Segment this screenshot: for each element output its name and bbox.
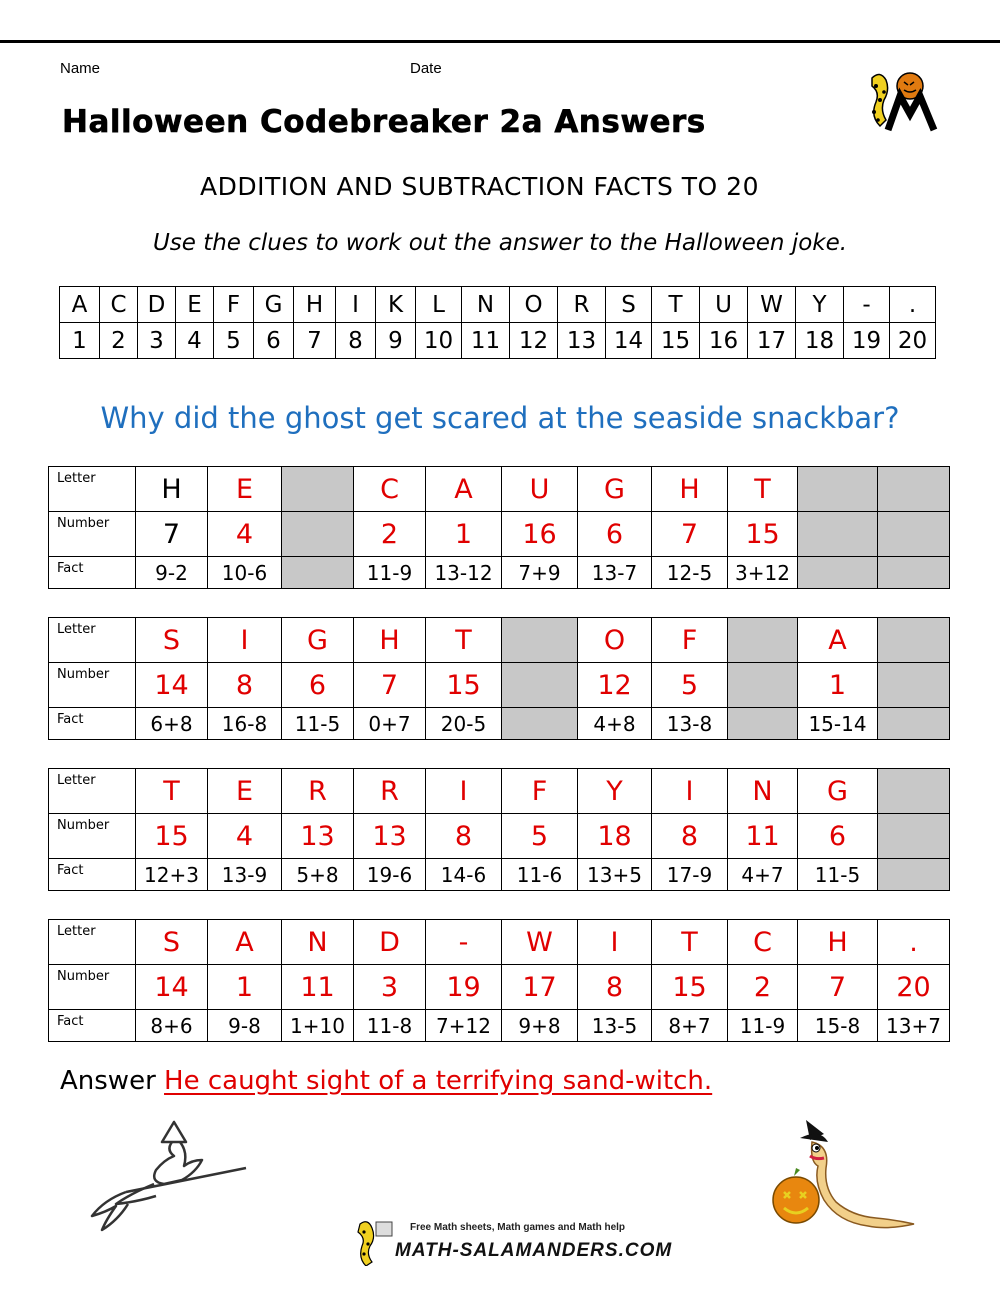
number-cell: 7: [652, 512, 728, 557]
number-cell: 13: [282, 814, 354, 859]
answer-row: [60, 1066, 712, 1096]
key-letter-cell: -: [844, 287, 890, 323]
letter-cell: H: [136, 467, 208, 512]
fact-cell: 13-8: [652, 708, 728, 740]
number-cell: 15: [652, 965, 728, 1010]
row-label-fact: Fact: [49, 1010, 136, 1042]
fact-cell: 16-8: [208, 708, 282, 740]
blank-cell: [878, 708, 950, 740]
blank-cell: [728, 663, 798, 708]
key-letter-cell: O: [510, 287, 558, 323]
blank-cell: [282, 512, 354, 557]
key-letter-cell: D: [138, 287, 176, 323]
fact-cell: 13-12: [426, 557, 502, 589]
key-number-cell: 6: [254, 323, 294, 359]
number-cell: 2: [354, 512, 426, 557]
blank-cell: [798, 467, 878, 512]
letter-cell: H: [798, 920, 878, 965]
row-label-fact: Fact: [49, 859, 136, 891]
key-number-cell: 9: [376, 323, 416, 359]
key-letter-cell: E: [176, 287, 214, 323]
fact-cell: 4+8: [578, 708, 652, 740]
fact-cell: 13-5: [578, 1010, 652, 1042]
puzzle-table: [48, 466, 950, 589]
puzzle-table: [48, 768, 950, 891]
letter-cell: G: [282, 618, 354, 663]
key-letter-cell: U: [700, 287, 748, 323]
answer-label: Answer: [60, 1066, 156, 1096]
footer-salamander-icon: [350, 1218, 394, 1266]
blank-cell: [282, 557, 354, 589]
fact-cell: 19-6: [354, 859, 426, 891]
fact-cell: 8+6: [136, 1010, 208, 1042]
salamander-logo-icon: [858, 70, 943, 132]
number-cell: 12: [578, 663, 652, 708]
fact-cell: 13-9: [208, 859, 282, 891]
number-cell: 20: [878, 965, 950, 1010]
key-letter-cell: R: [558, 287, 606, 323]
key-letter-cell: T: [652, 287, 700, 323]
number-cell: 15: [426, 663, 502, 708]
key-number-cell: 8: [336, 323, 376, 359]
key-letter-cell: Y: [796, 287, 844, 323]
number-cell: 15: [136, 814, 208, 859]
puzzle-letter-row: [49, 467, 950, 512]
letter-cell: W: [502, 920, 578, 965]
fact-cell: 15-14: [798, 708, 878, 740]
blank-cell: [878, 557, 950, 589]
blank-cell: [878, 467, 950, 512]
date-label: Date: [410, 60, 442, 77]
letter-cell: N: [282, 920, 354, 965]
number-cell: 4: [208, 814, 282, 859]
fact-cell: 12+3: [136, 859, 208, 891]
number-cell: 1: [208, 965, 282, 1010]
puzzle-letter-row: [49, 920, 950, 965]
blank-cell: [728, 708, 798, 740]
blank-cell: [502, 663, 578, 708]
fact-cell: 0+7: [354, 708, 426, 740]
subtitle: ADDITION AND SUBTRACTION FACTS TO 20: [200, 172, 759, 201]
key-letter-cell: C: [100, 287, 138, 323]
row-label-fact: Fact: [49, 708, 136, 740]
key-letter-cell: G: [254, 287, 294, 323]
puzzle-fact-row: [49, 1010, 950, 1042]
number-cell: 6: [798, 814, 878, 859]
letter-cell: D: [354, 920, 426, 965]
key-number-cell: 2: [100, 323, 138, 359]
fact-cell: 3+12: [728, 557, 798, 589]
number-cell: 8: [208, 663, 282, 708]
letter-cell: E: [208, 769, 282, 814]
key-number-cell: 19: [844, 323, 890, 359]
number-cell: 4: [208, 512, 282, 557]
letter-cell: I: [652, 769, 728, 814]
letter-cell: F: [652, 618, 728, 663]
blank-cell: [502, 708, 578, 740]
fact-cell: 9+8: [502, 1010, 578, 1042]
letter-cell: -: [426, 920, 502, 965]
letter-cell: S: [136, 618, 208, 663]
fact-cell: 6+8: [136, 708, 208, 740]
key-number-cell: 12: [510, 323, 558, 359]
witch-on-broom-icon: [86, 1118, 251, 1234]
letter-cell: H: [354, 618, 426, 663]
letter-cell: G: [798, 769, 878, 814]
number-cell: 15: [728, 512, 798, 557]
instructions: Use the clues to work out the answer to the Halloween joke.: [152, 230, 848, 256]
letter-cell: O: [578, 618, 652, 663]
letter-cell: I: [426, 769, 502, 814]
number-cell: 5: [652, 663, 728, 708]
puzzle-number-row: [49, 663, 950, 708]
puzzle-table: [48, 919, 950, 1042]
key-number-cell: 7: [294, 323, 336, 359]
puzzle-fact-row: [49, 859, 950, 891]
number-cell: 11: [282, 965, 354, 1010]
key-letter-cell: K: [376, 287, 416, 323]
blank-cell: [728, 618, 798, 663]
number-cell: 6: [282, 663, 354, 708]
blank-cell: [878, 663, 950, 708]
number-cell: 19: [426, 965, 502, 1010]
letter-cell: U: [502, 467, 578, 512]
fact-cell: 10-6: [208, 557, 282, 589]
key-number-cell: 3: [138, 323, 176, 359]
fact-cell: 17-9: [652, 859, 728, 891]
fact-cell: 9-8: [208, 1010, 282, 1042]
footer-brand: MATH-SALAMANDERS.COM: [395, 1240, 673, 1261]
blank-cell: [878, 814, 950, 859]
fact-cell: 1+10: [282, 1010, 354, 1042]
puzzle-fact-row: [49, 557, 950, 589]
letter-cell: C: [354, 467, 426, 512]
puzzle-table: [48, 617, 950, 740]
puzzle-fact-row: [49, 708, 950, 740]
puzzle-number-row: [49, 512, 950, 557]
fact-cell: 9-2: [136, 557, 208, 589]
number-cell: 2: [728, 965, 798, 1010]
key-numbers-row: [60, 323, 936, 359]
key-letter-cell: N: [462, 287, 510, 323]
key-number-cell: 18: [796, 323, 844, 359]
row-label-fact: Fact: [49, 557, 136, 589]
key-letter-cell: .: [890, 287, 936, 323]
letter-cell: F: [502, 769, 578, 814]
letter-cell: A: [798, 618, 878, 663]
key-letter-cell: W: [748, 287, 796, 323]
fact-cell: 7+12: [426, 1010, 502, 1042]
blank-cell: [878, 512, 950, 557]
number-cell: 6: [578, 512, 652, 557]
key-number-cell: 15: [652, 323, 700, 359]
key-number-cell: 1: [60, 323, 100, 359]
puzzle-letter-row: [49, 769, 950, 814]
answer-text: He caught sight of a terrifying sand-witch.: [164, 1066, 713, 1096]
key-number-cell: 5: [214, 323, 254, 359]
code-key-table: [59, 286, 936, 359]
key-number-cell: 16: [700, 323, 748, 359]
fact-cell: 8+7: [652, 1010, 728, 1042]
key-number-cell: 20: [890, 323, 936, 359]
letter-cell: T: [728, 467, 798, 512]
key-letter-cell: I: [336, 287, 376, 323]
number-cell: 7: [136, 512, 208, 557]
fact-cell: 15-8: [798, 1010, 878, 1042]
number-cell: 1: [426, 512, 502, 557]
fact-cell: 7+9: [502, 557, 578, 589]
letter-cell: G: [578, 467, 652, 512]
letter-cell: C: [728, 920, 798, 965]
number-cell: 8: [578, 965, 652, 1010]
row-label-letter: Letter: [49, 769, 136, 814]
letter-cell: T: [426, 618, 502, 663]
fact-cell: 14-6: [426, 859, 502, 891]
fact-cell: 13+7: [878, 1010, 950, 1042]
fact-cell: 11-5: [282, 708, 354, 740]
key-letter-cell: L: [416, 287, 462, 323]
number-cell: 8: [426, 814, 502, 859]
letter-cell: I: [578, 920, 652, 965]
joke-question: Why did the ghost get scared at the seaside snackbar?: [100, 401, 900, 435]
number-cell: 5: [502, 814, 578, 859]
number-cell: 7: [798, 965, 878, 1010]
number-cell: 3: [354, 965, 426, 1010]
fact-cell: 4+7: [728, 859, 798, 891]
letter-cell: A: [208, 920, 282, 965]
letter-cell: T: [136, 769, 208, 814]
key-letter-cell: F: [214, 287, 254, 323]
blank-cell: [282, 467, 354, 512]
letter-cell: A: [426, 467, 502, 512]
fact-cell: 5+8: [282, 859, 354, 891]
number-cell: 14: [136, 663, 208, 708]
letter-cell: S: [136, 920, 208, 965]
letter-cell: T: [652, 920, 728, 965]
puzzle-letter-row: [49, 618, 950, 663]
fact-cell: 11-9: [728, 1010, 798, 1042]
fact-cell: 20-5: [426, 708, 502, 740]
name-label: Name: [60, 60, 101, 77]
number-cell: 13: [354, 814, 426, 859]
fact-cell: 12-5: [652, 557, 728, 589]
number-cell: 16: [502, 512, 578, 557]
row-label-number: Number: [49, 663, 136, 708]
footer-tagline: Free Math sheets, Math games and Math help: [410, 1222, 626, 1233]
number-cell: 18: [578, 814, 652, 859]
fact-cell: 13-7: [578, 557, 652, 589]
row-label-number: Number: [49, 965, 136, 1010]
blank-cell: [878, 859, 950, 891]
page-title: Halloween Codebreaker 2a Answers: [62, 104, 706, 140]
number-cell: 11: [728, 814, 798, 859]
top-rule: [0, 40, 1000, 43]
key-number-cell: 13: [558, 323, 606, 359]
number-cell: 17: [502, 965, 578, 1010]
puzzle-number-row: [49, 814, 950, 859]
letter-cell: I: [208, 618, 282, 663]
letter-cell: Y: [578, 769, 652, 814]
letter-cell: R: [282, 769, 354, 814]
puzzle-number-row: [49, 965, 950, 1010]
fact-cell: 11-8: [354, 1010, 426, 1042]
number-cell: 8: [652, 814, 728, 859]
row-label-letter: Letter: [49, 618, 136, 663]
row-label-number: Number: [49, 814, 136, 859]
salamander-with-pumpkin-icon: [770, 1110, 930, 1238]
letter-cell: N: [728, 769, 798, 814]
key-letter-cell: A: [60, 287, 100, 323]
blank-cell: [798, 512, 878, 557]
blank-cell: [798, 557, 878, 589]
key-number-cell: 10: [416, 323, 462, 359]
fact-cell: 11-5: [798, 859, 878, 891]
fact-cell: 13+5: [578, 859, 652, 891]
row-label-number: Number: [49, 512, 136, 557]
letter-cell: E: [208, 467, 282, 512]
number-cell: 14: [136, 965, 208, 1010]
number-cell: 7: [354, 663, 426, 708]
key-letter-cell: H: [294, 287, 336, 323]
key-letter-cell: S: [606, 287, 652, 323]
key-letters-row: [60, 287, 936, 323]
number-cell: 1: [798, 663, 878, 708]
key-number-cell: 14: [606, 323, 652, 359]
fact-cell: 11-9: [354, 557, 426, 589]
row-label-letter: Letter: [49, 920, 136, 965]
key-number-cell: 4: [176, 323, 214, 359]
key-number-cell: 17: [748, 323, 796, 359]
letter-cell: H: [652, 467, 728, 512]
letter-cell: R: [354, 769, 426, 814]
blank-cell: [878, 618, 950, 663]
fact-cell: 11-6: [502, 859, 578, 891]
row-label-letter: Letter: [49, 467, 136, 512]
blank-cell: [502, 618, 578, 663]
letter-cell: .: [878, 920, 950, 965]
blank-cell: [878, 769, 950, 814]
key-number-cell: 11: [462, 323, 510, 359]
